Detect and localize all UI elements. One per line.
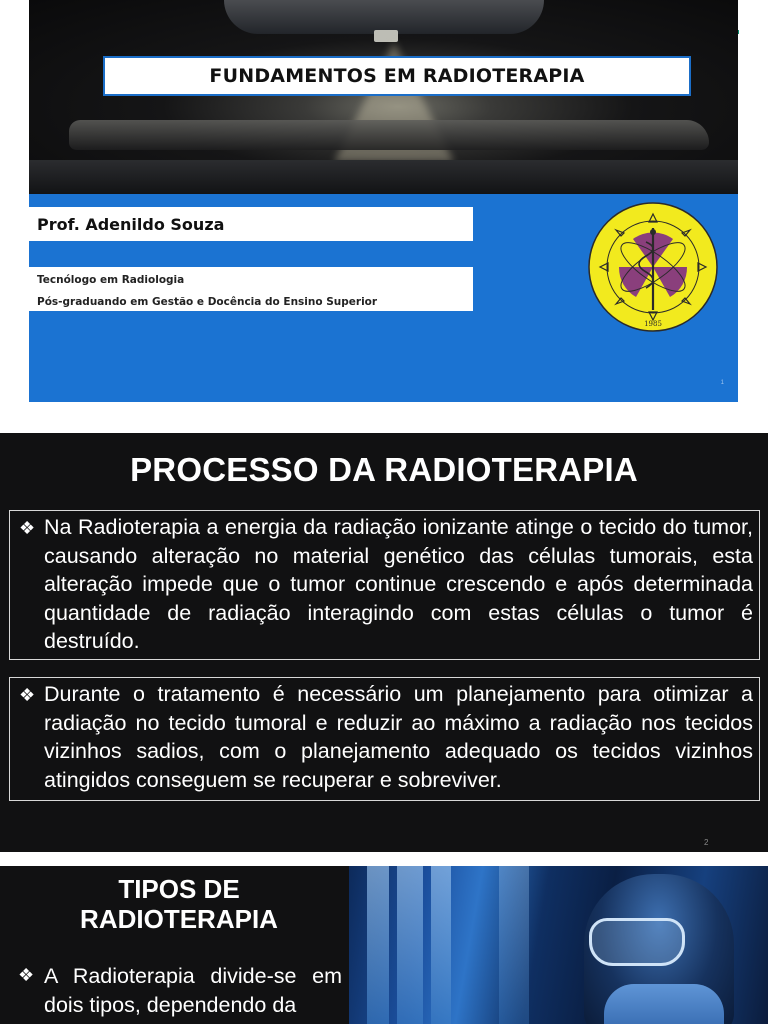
paragraph-text: Durante o tratamento é necessário um planejamento para otimizar a radiação no tecido tumoral e reduzir ao máximo a radiação nos tecidos vizinhos sadios, com o planejamento adequado os tecidos vizinhos atingidos conseguem se recuperar e sobreviver. bbox=[44, 682, 753, 792]
xray-film-panel bbox=[397, 866, 423, 1024]
slide-3-title: TIPOS DE RADIOTERAPIA bbox=[80, 874, 278, 934]
logo-year: 1985 bbox=[644, 320, 662, 328]
slide-1-title: FUNDAMENTOS EM RADIOTERAPIA bbox=[103, 56, 691, 96]
slide-3 bbox=[0, 866, 768, 1024]
safety-goggles bbox=[589, 918, 685, 966]
author-name: Prof. Adenildo Souza bbox=[29, 207, 473, 241]
xray-film-panel bbox=[431, 866, 451, 1024]
radiology-professional-photo bbox=[349, 866, 768, 1024]
linear-accelerator-head bbox=[224, 0, 544, 34]
radiology-emblem-icon bbox=[588, 202, 718, 332]
treatment-table bbox=[29, 160, 738, 194]
paragraph-text: Na Radioterapia a energia da radiação ionizante atinge o tecido do tumor, causando alteração no material genético das células tumorais, esta alteração impede que o tumor continue crescendo e após determinada quantidade de radiação interagindo com estas células o tumor é destruído. bbox=[44, 515, 753, 653]
diamond-bullet-icon: ❖ bbox=[19, 685, 36, 705]
slide-2-title: PROCESSO DA RADIOTERAPIA bbox=[130, 451, 638, 488]
slide-1 bbox=[29, 0, 738, 402]
paragraph-text: A Radioterapia divide-se em dois tipos, dependendo da bbox=[44, 964, 342, 1017]
slide-2 bbox=[0, 433, 768, 852]
xray-film-panel bbox=[499, 866, 529, 1024]
radiotherapy-machine-photo bbox=[29, 0, 738, 194]
diamond-bullet-icon: ❖ bbox=[19, 518, 36, 538]
page-number: 1 bbox=[720, 380, 724, 386]
text-box bbox=[9, 677, 760, 801]
xray-film-panel bbox=[367, 866, 389, 1024]
credential-line: Pós-graduando em Gestão e Docência do Ensino Superior bbox=[37, 296, 378, 308]
surgical-mask bbox=[604, 984, 724, 1024]
text-box bbox=[9, 510, 760, 660]
diamond-bullet-icon: ❖ bbox=[18, 965, 35, 985]
patient-silhouette bbox=[69, 120, 709, 150]
page-number: 2 bbox=[704, 838, 709, 847]
author-credentials bbox=[29, 267, 473, 311]
credential-line: Tecnólogo em Radiologia bbox=[37, 274, 185, 286]
